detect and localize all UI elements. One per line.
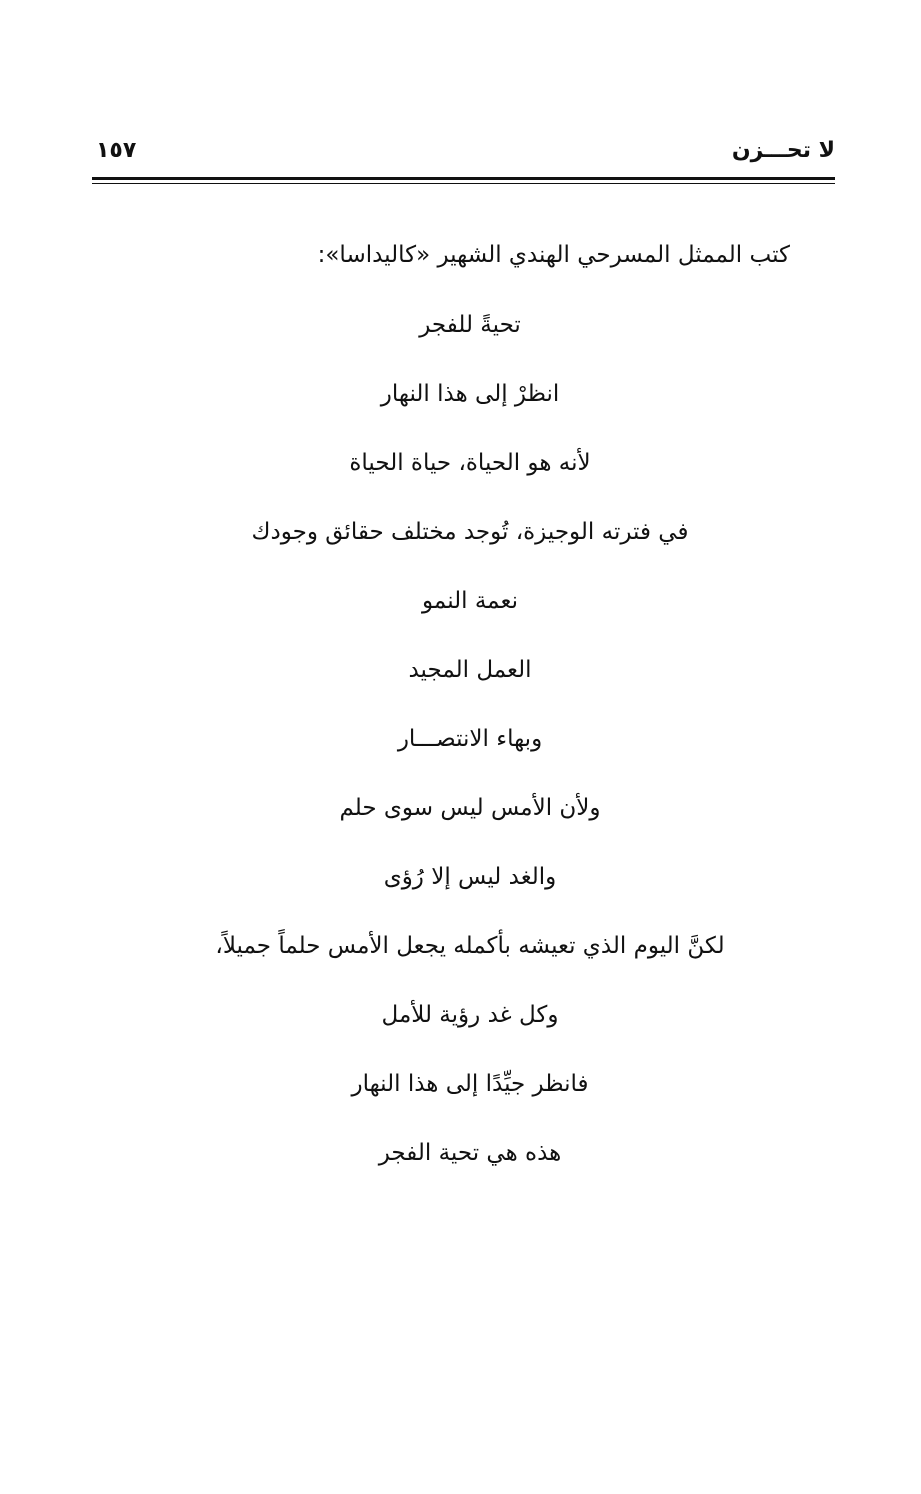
page-number: ١٥٧ bbox=[96, 138, 137, 163]
running-title: لا تحـــزن bbox=[731, 138, 835, 163]
intro-paragraph: كتب الممثل المسرحي الهندي الشهير «كاليداسا»: bbox=[317, 242, 790, 268]
header-rule-thick bbox=[92, 177, 835, 180]
page-header bbox=[92, 138, 835, 178]
poem-line: نعمة النمو bbox=[422, 588, 518, 614]
poem-line: لكنَّ اليوم الذي تعيشه بأكمله يجعل الأمس حلماً جميلاً، bbox=[215, 933, 725, 959]
poem-line: هذه هي تحية الفجر bbox=[378, 1140, 562, 1166]
poem-line: فانظر جيِّدًا إلى هذا النهار bbox=[351, 1071, 589, 1097]
poem-line: لأنه هو الحياة، حياة الحياة bbox=[349, 450, 591, 476]
poem-line: انظرْ إلى هذا النهار bbox=[380, 381, 560, 407]
poem-line: وبهاء الانتصـــار bbox=[397, 726, 543, 752]
poem-line: ولأن الأمس ليس سوى حلم bbox=[339, 795, 601, 821]
poem-line: العمل المجيد bbox=[408, 657, 532, 683]
poem-line: تحيةً للفجر bbox=[419, 312, 521, 338]
header-rule-thin bbox=[92, 183, 835, 184]
poem-line: وكل غد رؤية للأمل bbox=[381, 1002, 559, 1028]
poem-line: في فترته الوجيزة، تُوجد مختلف حقائق وجودك bbox=[251, 519, 689, 545]
page-body bbox=[150, 240, 790, 1207]
poem-line: والغد ليس إلا رُؤى bbox=[383, 864, 557, 890]
